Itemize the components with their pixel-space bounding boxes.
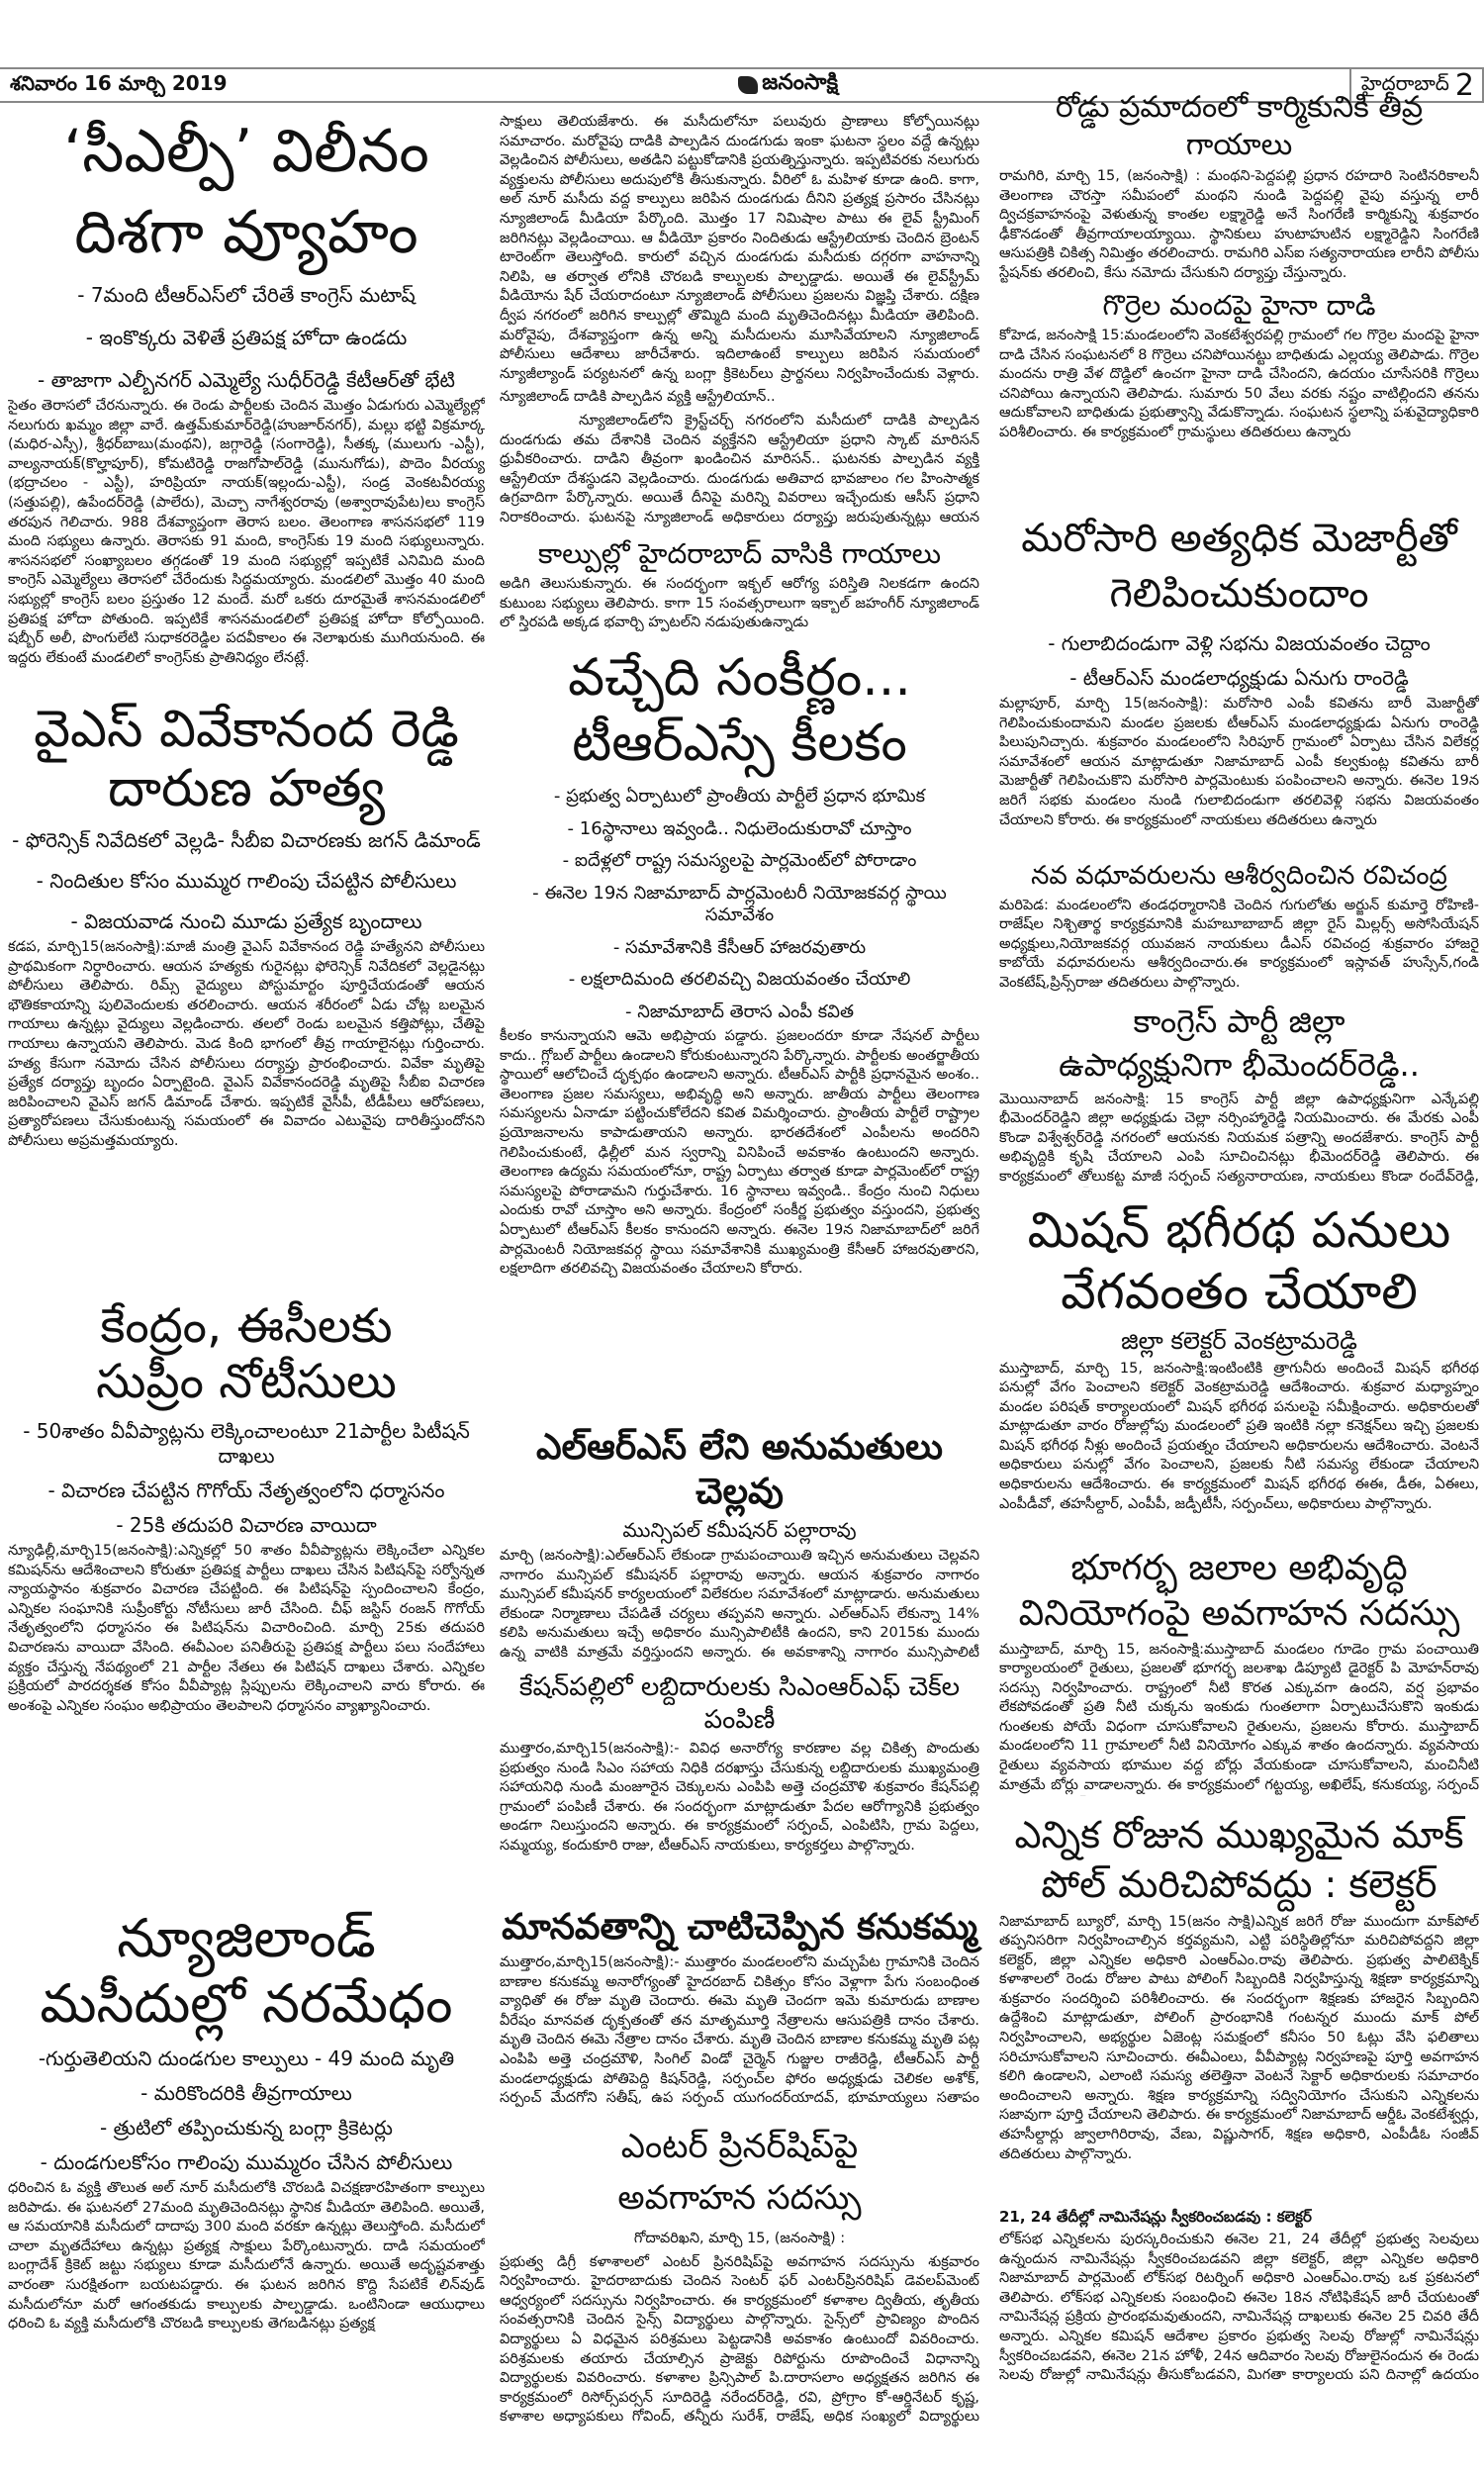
subheading: - త్రుటిలో తప్పించుకున్న బంగ్లా క్రికెటర్లు	[100, 2116, 393, 2140]
page-number: 2	[1454, 67, 1474, 103]
subheading: - ఈనెల 19న నిజామాబాద్ పార్లమెంటరీ నియోజకవర్గ స్థాయి సమావేశం	[532, 882, 947, 925]
subheading: - టీఆర్ఎస్ మండలాధ్యక్షుడు ఏనుగు రాంరెడ్డి	[1069, 666, 1409, 690]
headline	[999, 1810, 1479, 1909]
article-body: న్యూఢిల్లీ,మార్చి15(జనంసాక్షి):ఎన్నికల్లో 50 శాతం వీవీప్యాట్లను లెక్కించేలా ఎన్నికల కమిషన్‌ను ఆదేశించాలని కోరుతూ ప్రతిపక్ష పార్టీలు దాఖలు చేసిన పిటిషన్‌పై సర్వోన్నత న్యాయస్థానం శుక్రవారం విచారణ చేపట్టింది. ఈ పిటిషన్‌పై స్పందించాలని కేంద్రం, ఎన్నికల సంఘానికి సుప్రీంకోర్టు నోటీసులు జారీ చేసింది. చీఫ్ జస్టిస్ రంజన్ గొగోయ్ నేతృత్వంలోని ధర్మాసనం ఈ పిటిషన్‌ను విచారించింది. మార్చి 25కు తదుపరి విచారణను వాయిదా వేసింది. ఈవీఎంల పనితీరుపై ప్రతిపక్ష పార్టీలు పలు సందేహాలు వ్యక్తం చేస్తున్న నేపథ్యంలో 21 పార్టీల నేతలు ఈ పిటిషన్ దాఖలు చేశారు. ఎన్నికల ప్రక్రియలో పారదర్శకత కోసం వీవీప్యాట్ల స్లిప్పులను లెక్కించాలని వారు కోరారు. ఈ అంశంపై ఎన్నికల సంఘం అభిప్రాయం తెలపాలని ధర్మాసనం వ్యాఖ్యానించారు.	[8, 1543, 485, 1714]
subheading: - లక్షలాదిమంది తరలివచ్చి విజయవంతం చేయాలి	[568, 969, 911, 990]
subheading: - ఫోరెన్సిక్ నివేదికలో వెల్లడి- సీబీఐ విచారణకు జగన్ డిమాండ్	[12, 828, 481, 852]
headline: ఎల్ఆర్ఎస్ లేని అనుమతులు చెల్లవు	[536, 1427, 943, 1512]
article-body: న్యూజిలాండ్‌లోని క్రైస్ట్‌చర్చ్ నగరంలోని మసీదులో దాడికి పాల్పడిన దుండగుడు తమ దేశానికి చెందిన వ్యక్తేనని ఆస్ట్రేలియా ప్రధాని స్కాట్ మారిసన్ ధ్రువీకరించారు. దాడిని తీవ్రంగా ఖండించిన మారిసన్.. ఘటనకు పాల్పడిన వ్యక్తి ఆస్ట్రేలియా దేశస్థుడని వెల్లడించారు. దుండగుడు అతివాద భావజాలం గల హింసాత్మక ఉగ్రవాదిగా పేర్కొన్నారు. అయితే దీనిపై మరిన్ని వివరాలు ఇచ్చేందుకు ఆసీస్ ప్రధాని నిరాకరించారు. ఘటనపై న్యూజిలాండ్ అధికారులు దర్యాప్తు జరుపుతున్నట్లు ఆయన	[500, 413, 979, 525]
headline: కేషన్‌పల్లిలో లబ్దిదారులకు సిఎంఆర్ఎఫ్ చెక్‌ల పంపిణీ	[518, 1672, 961, 1735]
article-body: అడిగి తెలుసుకున్నారు. ఈ సందర్భంగా ఇక్బల్ ఆరోగ్య పరిస్తితి నిలకడగా ఉందని కుటుంబ సభ్యులు తెలిపారు. కాగా 15 సంవత్సరాలుగా ఇక్బాల్ జహంగీర్ న్యూజిలాండ్ లో స్తిరపడి అక్కడ భవార్చి హ్పటల్‌ని నడుపుతుఉన్నాడు	[500, 576, 979, 631]
subheading: - 25కి తదుపరి విచారణ వాయిదా	[116, 1513, 377, 1537]
article-body: మార్చి (జనంసాక్షి):ఎల్ఆర్ఎస్ లేకుండా గ్రామపంచాయితి ఇచ్చిన అనుమతులు చెల్లవని నాగారం మున్సిపల్ కమీషనర్ పల్లారావు అన్నారు. ఆయన శుక్రవారం నాగారం మున్సిపల్ కమీషనర్ కార్యలయంలో విలేకరుల సమావేశంలో మాట్లాడారు. అనుమతులు లేకుండా నిర్మాణాలు చేపడితే చర్యలు తప్పవని అన్నారు. ఎల్ఆర్ఎస్ లేకున్నా 14% కలిపి అనుమతులు ఇచ్చే అధికారం మున్సిపాలిటీకి ఉందని, కాని 2015కు ముందు ఉన్న వాటికి మాత్రమే వర్తిస్తుందని అన్నారు. ఈ అవకాశాన్ని నాగారం మున్సిపాలిటీ	[500, 1548, 979, 1661]
headline-line: పోల్ మరిచిపోవద్దు : కలెక్టర్	[1041, 1861, 1438, 1906]
subheading: - 50శాతం వీవీప్యాట్లను లెక్కించాలంటూ 21పార్టీల పిటీషన్ దాఖలు	[23, 1419, 470, 1468]
article-body: సైతం తెరాసలో చేరనున్నారు. ఈ రెండు పార్టీలకు చెందిన మొత్తం ఏడుగురు ఎమ్మెల్యేల్లో నలుగురు ఖమ్మం జిల్లా వారే. ఉత్తమ్‌కుమార్‌రెడ్డి(హుజూర్‌నగర్), మల్లు భట్టి విక్రమార్క (మధిర-ఎస్సీ), శ్రీధర్‌బాబు(మంథని), జగ్గారెడ్డి (సంగారెడ్డి), సీతక్క (ములుగు -ఎస్టీ), వాల్యనాయక్‌(కొల్హాపూర్), కోమటిరెడ్డి రాజగోపాల్‌రెడ్డి (మునుగోడు), పొదెం వీరయ్య (భద్రాచలం - ఎస్టీ), హరిప్రియా నాయక్‌(ఇల్లందు-ఎస్టీ), సండ్ర వెంకటవీరయ్య (సత్తుపల్లి), ఉపేందర్‌రెడ్డి (పాలేరు), మెచ్చా నాగేశ్వరరావు (అశ్వారావుపేట)లు కాంగ్రెస్ తరపున గెలిచారు. 988 దేశవ్యాప్తంగా తెరాస బలం. తెలంగాణ శాసనసభలో 119 మంది సభ్యులు ఉన్నారు. తెరాసకు 91 మంది, కాంగ్రెస్‌కు 19 మంది సభ్యులున్నారు. శాసనసభలో సంఖ్యాబలం తగ్గడంతో 19 మంది సభ్యుల్లో ఇప్పటికే ఎనిమిది మంది కాంగ్రెస్ ఎమ్మెల్యేలు తెరాసలో చేరేందుకు సిద్ధమయ్యారు. మండలిలో మొత్తం 40 మంది సభ్యుల్లో కాంగ్రెస్ బలం ప్రస్తుతం 12 మందే. మరో ఒకరు దూరమైతే శాసనమండలిలో ప్రతిపక్ష హోదా పోతుంది. ఇప్పటికే శాసనమండలిలో ప్రతిపక్ష హోదా కోల్పోయింది. షబ్బీర్ అలీ, పొంగులేటి సుధాకరరెడ్డిల పదవీకాలం ఈ నెలాఖరుకు ముగియనుంది. ఈ ఇద్దరు లేకుంటే మండలిలో కాంగ్రెస్‌కు ప్రాతినిధ్యం లేనట్లే.	[8, 398, 485, 666]
headline-line: అవగాహన సదస్సు	[617, 2178, 862, 2218]
subheading: - సమావేశానికి కేసీఆర్ హాజరవుతారు	[612, 936, 867, 958]
headline	[999, 511, 1479, 621]
headline-line: వినియోగంపై అవగాహన సదస్సు	[1018, 1592, 1460, 1634]
article-body: రామగిరి, మార్చి 15, (జనంసాక్షి) : మంథని-పెద్దపల్లి ప్రధాన రహదారి సెంటినరికాలనీ తెలంగాణ చౌరస్తా సమీపంలో మంథని నుండి పెద్దపల్లి వైపు వస్తున్న లారీ ద్విచక్రవాహనంపై వెళుతున్న కాంతల లక్ష్మారెడ్డి అనే సింగరేణి కార్మికున్ని శుక్రవారం ఢీకొనడంతో తీవ్రగాయాలయ్యాయి. స్థానికులు హుటాహుటిన లక్ష్మారెడ్డిని సింగరేణి ఆసుపత్రికి చికిత్స నిమిత్తం తరలించారు. రామగిరి ఎస్ఐ సత్యనారాయణ లారీని పోలీసు స్టేషన్‌కు తరలించి, కేసు నమోదు చేసుకుని దర్యాప్తు చేస్తున్నారు.	[999, 168, 1479, 281]
article-body: ముత్తారం,మార్చి15(జనంసాక్షి):- ముత్తారం మండలంలోని మచ్చుపేట గ్రామానికి చెందిన బాణాల కనుకమ్మ అనారోగ్యంతో హైదరబాద్ చికిత్సం కోసం వెళ్లాగా పేగు సంబంధింత వ్యాధితో ఈ రోజు మృతి చెందారు. ఈమె మృతి చెందగా ఇమె కుమారుడు బాణాల వీరేషం మానవత దృక్పతంతో తన మాతృమూర్తి నేత్రాలను ఆసుపత్రికి దానం చేశారు. మృతి చెందిన ఈమె నేత్రాల దానం చేశారు. మృతి చెందిన బాణాల కనుకమ్మ మృతి పట్ల ఎంపిపి అత్తె చంద్రమౌళి, సింగిల్ విండో చైర్మెన్ గుజ్జుల రాజీరెడ్డి, టీఆర్ఎస్ పార్టీ మండలాధ్యక్షుడు పోతిపెద్ది కిషన్‌రెడ్డి, సర్పంచ్‌ల ఫోరం అధ్యక్షుడు చెలికల అశోక్, సర్పంచ్ మేదగోని సతీష్, ఉప సర్పంచ్ యుగందర్‌యాదవ్, భూమాయ్యలు సతాపం	[500, 1954, 979, 2107]
subheading: - తాజాగా ఎల్బీనగర్ ఎమ్మెల్యే సుధీర్‌రెడ్డి కేటీఆర్‌తో భేటి	[38, 368, 455, 392]
headline	[8, 1298, 485, 1409]
article-body: నిజామాబాద్ బ్యూరో, మార్చి 15(జనం సాక్షి)ఎన్నిక జరిగే రోజు ముందుగా మాక్‌పోల్ తప్పనిసరిగా నిర్వహించాల్సిన కర్తవ్యమని, ఎట్టి పరిస్థితిల్లోనూ మరిచిపోవద్దని జిల్లా కలెక్టర్, జిల్లా ఎన్నికల అధికారి ఎంఆర్ఎం.రావు తెలిపారు. ప్రభుత్వ పాలిటెక్నిక్ కళాశాలలో రెండు రోజుల పాటు పోలింగ్ సిబ్బందికి నిర్వహిస్తున్న శిక్షణా కార్యక్రమాన్ని శుక్రవారం సందర్శించి పరిశీలించారు. ఈ సందర్భంగా శిక్షణకు హాజరైన సిబ్బందిని ఉద్దేశించి మాట్లాడుతూ, పోలింగ్ ప్రారంభానికి గంటన్నర ముందు మాక్ పోల్ నిర్వహించాలని, అభ్యర్థుల ఏజెంట్ల సమక్షంలో కనీసం 50 ఓట్లు వేసి ఫలితాలు సరిచూసుకోవాలని సూచించారు. ఈవీఎంలు, వీవీప్యాట్ల నిర్వహణపై పూర్తి అవగాహన కలిగి ఉండాలని, ఎలాంటి సమస్య తలెత్తినా వెంటనే సెక్టార్ అధికారులకు సమాచారం అందించాలని అన్నారు. శిక్షణ కార్యక్రమాన్ని సద్వినియోగం చేసుకుని ఎన్నికలను సజావుగా పూర్తి చేయాలని తెలిపారు. ఈ కార్యక్రమంలో నిజామాబాద్ ఆర్డీఓ వెంకటేశ్వర్లు, తహసీల్దార్లు జ్వాలాగిరిరావు, వేణు, విష్ణుసాగర్, శిక్షణ అధికారి, ఎంపీడీఓ సంజీవ్ తదితరులు పాల్గొన్నారు.	[999, 1913, 1479, 2162]
article-body: ముస్తాబాద్, మార్చి 15, జనంసాక్షి:ముస్తాబాద్ మండలం గూడెం గ్రామ పంచాయితి కార్యాలయంలో రైతులు, ప్రజలతో భూగర్భ జలశాఖ డిప్యూటి డైరెక్టర్ పి మోహన్‌రావు సదస్సు నిర్వహించారు. రాష్ట్రంలో నీటి కొరత ఎక్కువగా ఉందని, వర్ష ప్రభావం లేకపోవడంతో ప్రతి నీటి చుక్కను ఇంకుడు గుంతలాగా ఏర్పాటుచేసుకొని ఇంకుడు గుంతలకు పోయే విధంగా చూసుకోవాలని రైతులను, ప్రజలను కోరారు. ముస్తాబాద్ మండలంలోని 11 గ్రామాలలో నీటి వినియోగం ఎక్కువ శాతం ఉందన్నారు. వ్యవసాయ రైతులు వ్యవసాయ భూముల వద్ద బోర్లు వేయకుండా చూసుకోవాలని, మంచినీటి మాత్రమే బోర్లు వాడాలన్నారు. ఈ కార్యక్రమంలో గట్టయ్య, అఖిలేష్, కనుకయ్య, సర్పంచ్	[999, 1641, 1479, 1793]
headline-line: కాంగ్రెస్ పార్టీ జిల్లా	[1133, 1001, 1345, 1040]
subheading: - దుండగులకోసం గాలింపు ముమ్మరం చేసిన పోలీసులు	[40, 2150, 453, 2174]
article-body: సాక్షులు తెలియజేశారు. ఈ మసీదులోనూ పలువురు ప్రాణాలు కోల్పోయినట్లు సమాచారం. మరోవైపు దాడికి పాల్పడిన దుండగుడు ఇంకా ఘటనా స్థలం వద్దే ఉన్నట్లు వెల్లడించిన పోలీసులు, అతడిని పట్టుకోడానికి ప్రయత్నిస్తున్నారు. ఇప్పటివరకు నలుగురు వ్యక్తులను పోలీసులు అదుపులోకి తీసుకున్నారు. వీరిలో ఓ మహిళ కూడా ఉంది. కాగా, అల్ నూర్ మసీదు వద్ద కాల్పులు జరిపిన దుండగుడు దీనిని ప్రత్యక్ష ప్రసారం చేసినట్లు న్యూజిలాండ్ మీడియా పేర్కొంది. మొత్తం 17 నిమిషాల పాటు ఈ లైవ్ స్ట్రీమింగ్ జరిగినట్లు వెల్లడించాయి. ఆ వీడియో ప్రకారం నిందితుడు ఆస్ట్రేలియాకు చెందిన బ్రెంటన్ టారెంట్‌గా తెలుస్తోంది. కారులో వచ్చిన దుండగుడు మసీదుకు దగ్గరగా వాహనాన్ని నిలిపి, ఆ తర్వాత లోనికి చొరబడి కాల్పులకు పాల్పడ్డాడు. అయితే ఈ లైవ్‌స్ట్రీమ్ వీడియోను షేర్ చేయరాదంటూ న్యూజిలాండ్ పోలీసులు ప్రజలను విజ్ఞప్తి చేశారు. దక్షిణ ద్వీప నగరంలో జరిగిన కాల్పుల్లో తొమ్మిది మంది మృతిచెందినట్లు మీడియా తెలిపింది. మరోవైపు, దేశవ్యాప్తంగా ఉన్న అన్ని మసీదులను మూసివేయాలని న్యూజిలాండ్ పోలీసులు ఆదేశాలు జారీచేశారు. ఇదిలాఉంటే కాల్పులు జరిపిన సమయంలో న్యూజీల్యాండ్ పర్యటనలో ఉన్న బంగ్లా క్రికెటర్‌లు ప్రార్థనలు నిర్వహించేందుకు వెళ్లారు.	[500, 114, 979, 382]
logo-text: జనంసాక్షి	[762, 70, 839, 95]
subheading: -గుర్తుతెలియని దుండగుల కాల్పులు - 49 మంది మృతి	[38, 2047, 455, 2070]
article-body: మల్లాపూర్, మార్చి 15(జనంసాక్షి): మరోసారి ఎంపీ కవితను బారీ మెజార్టీతో గెలిపించుకుందామని మండల ప్రజలకు టీఆర్ఎస్ మండలాధ్యక్షుడు ఏనుగు రాంరెడ్డి పిలుపునిచ్చారు. శుక్రవారం మండలంలోని సిరిపూర్ గ్రామంలో ఏర్పాటు చేసిన విలేకర్ల సమావేశంలో ఆయన మాట్లాడుతూ నిజామాబాద్ ఎంపీ కల్వకుంట్ల కవితను బారీ మెజార్టీతో గెలిపించుకొని మరోసారి పార్లమెంటుకు పంపించాలని అన్నారు. ఈనెల 19న జరిగే సభకు మండలం నుండి గులాబిదండుగా తరలివెళ్లి సభను విజయవంతం చేయాలని కోరారు. ఈ కార్యక్రమంలో నాయకులు తదితరులు ఉన్నారు	[999, 696, 1479, 828]
headline-line: కేంద్రం, ఈసీలకు	[100, 1298, 393, 1354]
headline-line: వైఎస్ వివేకానంద రెడ్డి	[34, 700, 459, 759]
headline	[999, 1000, 1479, 1087]
headline-line: టీఆర్ఎస్సే కీలకం	[572, 714, 907, 773]
article-body: ప్రభుత్వ డిగ్రీ కళాశాలలో ఎంటర్ ప్రినరిషిప్‌పై అవగాహన సదస్సును శుక్రవారం నిర్వహించారు. హైదరాబాదుకు చెందిన సెంటర్ ఫర్ ఎంటర్‌ప్రినరిషిప్ డెవలప్‌మెంట్ ఆధ్వర్యంలో సదస్సును నిర్వహించారు. ఈ కార్యక్రమంలో కళాశాల ద్వితీయ, తృతీయ సంవత్సరానికి చెందిన సైన్స్ విద్యార్థులు పాల్గొన్నారు. సైన్స్‌లో ప్రావిణ్యం పొందిన విద్యార్థులు ఏ విధమైన పరిశ్రమలు పెట్టడానికి అవకాశం ఉంటుందో వివరించారు. పరిశ్రమలకు తయారు చేయాల్సిన ప్రాజెక్టు రిపోర్టును రూపొందించే విధానాన్ని విద్యార్థులకు వివరించారు. కళాశాల ప్రిన్సిపాల్ పి.దారాసలాం అధ్యక్షతన జరిగిన ఈ కార్యక్రమంలో రిసోర్స్‌పర్సన్ సూదిరెడ్డి నరేందర్‌రెడ్డి, రవి, ప్రోగ్రాం కో-ఆర్డినేటర్ కృష్ణ, కళాశాల అధ్యాపకులు గోవింద్, తన్నీరు సురేశ్, రాజేష్, అధిక సంఖ్యలో విద్యార్థులు	[500, 2253, 979, 2426]
column-middle	[500, 0, 979, 2427]
column-right	[999, 0, 1479, 2386]
headline-line: వేగవంతం చేయాలి	[1061, 1262, 1418, 1320]
headline-line: దారుణ హత్య	[107, 759, 386, 818]
headline	[999, 1199, 1479, 1322]
headline-line: మరోసారి అత్యధిక మెజార్టీతో	[1021, 516, 1457, 561]
subheading: - 7మంది టీఆర్ఎస్‌లో చేరితే కాంగ్రెస్ మటాష్	[77, 283, 416, 307]
headline	[8, 1906, 485, 2037]
subheading: - 16స్థానాలు ఇవ్వండి.. నిధులెందుకురావో చూస్తాం	[567, 817, 912, 839]
headline-line: ‘సీఎల్పీ’ విలీనం	[63, 117, 429, 186]
subheading: - విజయవాడ నుంచి మూడు ప్రత్యేక బృందాలు	[70, 909, 422, 933]
article-body: ముస్తాబాద్, మార్చి 15, జనంసాక్షి:ఇంటింటికి త్రాగునీరు అందించే మిషన్ భగీరథ పనుల్లో వేగం పెంచాలని కలెక్టర్ వెంకట్రామరెడ్డి ఆదేశించారు. శుక్రవార మధ్యాహ్నం మండల పరిషత్ కార్యాలయంలో మిషన్ భగీరథ పనులపై సమీక్షించారు. అధికారులతో మాట్లాడుతూ వారం రోజుల్లోపు మండలంలో ప్రతి ఇంటికి నల్లా కనెక్షన్‌లు ఇచ్చి ప్రజలకు మిషన్ భగీరథ నీళ్లు అందించే ప్రయత్నం చేయాలని అధికారులను ఆదేశించారు. వెంటనే అధికారులు పనుల్లో వేగం పెంచాలని, ప్రజలకు నీటి సమస్య లేకుండా చేయాలని అధికారులను ఆదేశించారు. ఈ కార్యక్రమంలో మిషన్ భగీరథ ఈఈ, డీఈ, ఏఈలు, ఎంపీడీవో, తహసీల్దార్, ఎంపీపీ, జడ్పీటీసీ, సర్పంచ్‌లు, అధికారులు పాల్గొన్నారు.	[999, 1360, 1479, 1512]
article-body: మరిపెడ: మండలంలోని తండధర్మారానికి చెందిన గుగులోతు అర్జున్ కుమార్తె రోహిణి-రాజేష్‌ల నిశ్చితార్థ కార్యక్రమానికి మహబూబాబాద్ జిల్లా రైస్ మిల్లర్స్ అసోసియేషన్ అధ్యక్షులు,నియోజకవర్గ యువజన నాయకులు డీఎస్ రవిచంద్ర శుక్రవారం హాజరై కాబోయే వధూవరులను ఆశీర్వదించారు.ఈ కార్యక్రమంలో ఇస్లావత్ హుస్సేన్,గండి వెంకటేష్,ప్రిన్స్‌రాజు తదితరులు పాల్గొన్నారు.	[999, 897, 1479, 991]
issue-date: శనివారం 16 మార్చి 2019	[10, 70, 228, 95]
headline: గొర్రెల మందపై హైనా దాడి	[1102, 289, 1376, 322]
headline-line: దిశగా వ్యూహం	[74, 198, 418, 267]
subheading: - విచారణ చేపట్టిన గొగోయ్ నేతృత్వంలోని ధర్మాసనం	[47, 1478, 445, 1502]
headline-line: ఎంటర్ ప్రినర్‌షిప్‌పై	[620, 2127, 859, 2166]
headline	[500, 645, 979, 776]
subheading: - ఐదేళ్లలో రాష్ట్ర సమస్యలపై పార్లమెంట్‌లో పోరాడాం	[562, 850, 917, 871]
article-body: లోక్‌సభ ఎన్నికలను పురస్కరించుకుని ఈనెల 21, 24 తేదీల్లో ప్రభుత్వ సెలవులు ఉన్నందున నామినేషన్లు స్వీకరించబడవని జిల్లా కలెక్టర్, జిల్లా ఎన్నికల అధికారి నిజామాబాద్ పార్లమెంట్ లోక్‌సభ రిటర్నింగ్ అధికారి ఎంఆర్ఎం.రావు ఒక ప్రకటనలో తెలిపారు. లోక్‌సభ ఎన్నికలకు సంబంధించి ఈనెల 18న నోటిఫికేషన్ జారీ చేయటంతో నామినేషన్ల ప్రక్రియ ప్రారంభమవుతుందని, నామినేషన్ల దాఖలుకు ఈనెల 25 చివరి తేదీ అన్నారు. ఎన్నికల కమిషన్ ఆదేశాల ప్రకారం ప్రభుత్వ సెలవు రోజుల్లో నామినేషన్లు స్వీకరించబడవని, ఈనెల 21న హోళీ, 24న ఆదివారం సెలవు రోజులైనందున ఈ రెండు సెలవు రోజుల్లో నామినేషన్లు తీసుకోబడవని, మిగతా కార్యాలయ పని దినాల్లో ఉదయం	[999, 2232, 1479, 2384]
subheading: - ప్రభుత్వ ఏర్పాటులో ప్రాంతీయ పార్టీలే ప్రధాన భూమిక	[553, 786, 926, 807]
headline-line: సుప్రీం నోటీసులు	[96, 1354, 397, 1409]
subheading: జిల్లా కలెక్టర్ వెంకట్రామరెడ్డి	[1121, 1326, 1357, 1355]
headline-line: మిషన్ భగీరథ పనులు	[1027, 1200, 1451, 1259]
article-body: ముత్తారం,మార్చి15(జనంసాక్షి):- వివిధ అనారోగ్య కారణాల వల్ల చికిత్స పొందుతు ప్రభుత్వం నుండి సిఎం సహాయ నిధికి దరఖాస్తు చేసుకున్న లబ్దిదారులకు ముఖ్యమంత్రి సహాయనిధి నుండి మంజూరైన చెక్కులను ఎంపిపి అత్తె చంద్రమౌళి శుక్రవారం కేషన్‌పల్లి గ్రామంలో పంపిణీ చేశారు. ఈ సందర్భంగా మాట్లాడుతూ పేదల ఆరోగ్యానికి ప్రభుత్వం అండగా నిలుస్తుందని అన్నారు. ఈ కార్యక్రమంలో సర్పంచ్, ఎంపిటిసి, గ్రామ పెద్దలు, సమ్మయ్య, కందుకూరి రాజు, టీఆర్ఎస్ నాయకులు, కార్యకర్తలు పాల్గొన్నారు.	[500, 1741, 979, 1854]
dateline: గోదావరిఖని, మార్చి 15, (జనంసాక్షి) :	[633, 2231, 846, 2246]
headline-line: మసీదుల్లో నరమేధం	[40, 1972, 453, 2035]
headline: కాల్పుల్లో హైదరాబాద్ వాసికి గాయాలు	[537, 537, 942, 570]
headline	[500, 2121, 979, 2224]
headline-line: భూగర్భ జలాల అభివృద్ధి	[1070, 1547, 1408, 1588]
article-body: కీలకం కానున్నాయని ఆమె అభిప్రాయ పడ్డారు. ప్రజలందరూ కూడా నేషనల్ పార్టీలు కాదు.. గ్లోబల్ పార్టీలు ఉండాలని కోరుకుంటున్నారని పేర్కొన్నారు. పార్టీలకు అంతర్జాతీయ స్థాయిలో ఆలోచించే దృక్పథం ఉండాలని అన్నారు. టీఆర్ఎస్ పార్టీకి ప్రధానమైన అంశం.. తెలంగాణ ప్రజల సమస్యలు, అభివృద్ధి అని అన్నారు. జాతీయ పార్టీలు తెలంగాణ సమస్యలను ఏనాడూ పట్టించుకోలేదని కవిత విమర్శించారు. ప్రాంతీయ పార్టీలే రాష్ట్రాల ప్రయోజనాలను కాపాడుతాయని అన్నారు. భారతదేశంలో ఎంపీలను అందరిని గెలిపించుకుంటే, ఢిల్లీలో మన స్వరాన్ని వినిపించే అవకాశం ఉంటుందని అన్నారు. తెలంగాణ ఉద్యమ సమయంలోనూ, రాష్ట్ర ఏర్పాటు తర్వాత కూడా పార్లమెంట్‌లో రాష్ట్ర సమస్యలపై పోరాడామని గుర్తుచేశారు. 16 స్థానాలు ఇవ్వండి.. కేంద్రం నుంచి నిధులు ఎందుకు రావో చూస్తాం అని అన్నారు. కేంద్రంలో సంకీర్ణ ప్రభుత్వం వస్తుందని, ప్రభుత్వ ఏర్పాటులో టీఆర్ఎస్ కీలకం కానుందని అన్నారు. ఈనెల 19న నిజామాబాద్‌లో జరిగే పార్లమెంటరీ నియోజకవర్గ స్థాయి సమావేశానికి ముఖ్యమంత్రి కేసీఆర్ హాజరవుతారని, లక్షలాదిగా తరలివచ్చి విజయవంతం చేయాలని కోరారు.	[500, 1028, 979, 1278]
headline	[999, 1546, 1479, 1637]
subheading: - నిందితుల కోసం ముమ్మర గాలింపు చేపట్టిన పోలీసులు	[36, 869, 457, 893]
article-body: కడప, మార్చి15(జనంసాక్షి):మాజీ మంత్రి వైఎస్ వివేకానంద రెడ్డి హత్యేనని పోలీసులు ప్రాథమికంగా నిర్ధారించారు. ఆయన హత్యకు గురైనట్లు ఫోరెన్సిక్ నివేదికలో వెల్లడైనట్లు పోలీసులు తెలిపారు. రిమ్స్ వైద్యులు పోస్టుమార్టం పూర్తిచేయడంతో ఆయన భౌతికకాయాన్ని పులివెందులకు తరలించారు. ఆయన శరీరంలో ఏడు చోట్ల బలమైన గాయాలు ఉన్నట్లు వైద్యులు వెల్లడించారు. తలలో రెండు బలమైన కత్తిపోట్లు, చేతిపై గాయాలు ఉన్నాయని తెలిపారు. మెడ కింది భాగంలో తీవ్ర గాయాలైనట్లు గుర్తించారు. హత్య కేసుగా నమోదు చేసిన పోలీసులు దర్యాప్తు ప్రారంభించారు. వివేకా మృతిపై ప్రత్యేక దర్యాప్తు బృందం ఏర్పాటైంది. వైఎస్ వివేకానందరెడ్డి మృతిపై సీబీఐ విచారణ జరిపించాలని వైఎస్ జగన్ డిమాండ్ చేశారు. ఇప్పటికే వైసీపీ, టీడీపీలు ఆరోపణలు, ప్రత్యారోపణలు చేసుకుంటున్న సమయంలో ఈ వివాదం ఎటువైపు దారితీస్తుందోనని పోలీసులు అప్రమత్తమయ్యారు.	[8, 939, 485, 1149]
headline-line: ఎన్నిక రోజున ముఖ్యమైన మాక్	[1014, 1812, 1464, 1856]
subheading: - నిజామాబాద్ తెరాస ఎంపీ కవిత	[625, 1000, 854, 1022]
headline: మానవతాన్ని చాటిచెప్పిన కనుకమ్మ	[502, 1907, 977, 1948]
headline	[8, 700, 485, 818]
headline: నవ వధూవరులను ఆశీర్వదించిన రవిచంద్ర	[1031, 861, 1447, 891]
headline-line: వచ్చేది సంకీర్ణం...	[568, 648, 911, 708]
headline-line: ఉపాధ్యక్షునిగా భీమెందర్‌రెడ్డి..	[1059, 1045, 1420, 1084]
headline-line: న్యూజిలాండ్	[117, 1907, 376, 1969]
subheading: మున్సిపల్ కమీషనర్ పల్లారావు	[622, 1518, 857, 1542]
article-body: మొయినాబాద్ జనంసాక్షి: 15 కాంగ్రెస్ పార్టీ జిల్లా ఉపాధ్యక్షునిగా ఎన్కేపల్లి భీమెందర్‌రెడ్డిని జిల్లా అధ్యక్షుడు చెల్లా నర్సింహ్మారెడ్డి నియమించారు. ఈ మేరకు ఎంపీ కొండా విశ్వేశ్వర్‌రెడ్డి నగరంలో ఆయనకు నియమక పత్రాన్ని అందజేశారు. కాంగ్రెస్ పార్టీ అభివృద్దికి కృషి చేయాలని ఎంపి సూచించినట్లు భీమెందర్‌రెడ్డి తెలిపారు. ఈ కార్యక్రమంలో తోలుకట్ట మాజీ సర్పంచ్ సత్యనారాయణ, నాయకులు కొండా రందేవ్‌రెడ్డి,	[999, 1091, 1479, 1185]
article-subline: న్యూజిలాండ్ దాడికి పాల్పడిన వ్యక్తి ఆస్ట్రేలియాన్..	[500, 389, 776, 405]
section-name: హైదరాబాద్	[1360, 70, 1449, 95]
column-left	[8, 0, 485, 2334]
article-body: ధరించిన ఓ వ్యక్తి తొలుత అల్ నూర్ మసీదులోకి చొరబడి విచక్షణారహితంగా కాల్పులు జరిపాడు. ఈ ఘటనలో 27మంది మృతిచెందినట్లు స్థానిక మీడియా తెలిపింది. అయితే, ఆ సమయానికి మసీదులో దాదాపు 300 మంది వరకూ ఉన్నట్లు తెలుస్తోంది. మసీదులో చాలా మృతదేహాలు ఉన్నట్లు ప్రత్యక్ష సాక్షులు పేర్కొంటున్నారు. దాడి సమయంలో బంగ్లాదేశ్ క్రికెట్ జట్టు సభ్యులు కూడా మసీదులోనే ఉన్నారు. అయితే అదృష్టవశాత్తు వారంతా సురక్షితంగా బయటపడ్డారు. ఈ ఘటన జరిగిన కొద్ది సేపటికే లిన్‌వుడ్ మసీదులోనూ మరో ఆగంతకుడు కాల్పులకు పాల్పడ్డాడు. ఒంటినిండా ఆయుధాలు ధరించి ఓ వ్యక్తి మసీదులోకి చొరబడి కాల్పులకు తెగబడినట్లు ప్రత్యక్ష	[8, 2180, 485, 2332]
subheading: - ఇంకొక్కరు వెళితే ప్రతిపక్ష హోదా ఉండదు	[85, 326, 408, 349]
bold-subheading: 21, 24 తేదీల్లో నామినేషన్లు స్వీకరించబడవు : కలెక్టర్	[999, 2207, 1312, 2226]
subheading: - మరికొందరికి తీవ్రగాయాలు	[140, 2081, 352, 2105]
subheading: - గులాబిదండుగా వెళ్లి సభను విజయవంతం చెద్దాం	[1048, 631, 1431, 655]
article-body: కోహెడ, జనంసాక్షి 15:మండలంలోని వెంకటేశ్వరపల్లి గ్రామంలో గల గొర్రెల మందపై హైనా దాడి చేసిన సంఘటనలో 8 గొర్రెలు చనిపోయినట్టు బాధితుడు ఎల్లయ్య తెలిపాడు. గొర్రెల మందను రాత్రి వేళ దొడ్డిలో ఉంచగా హైనా దాడి చేసిందని, ఉదయం చూసేసరికి గొర్రెలు చనిపోయి ఉన్నాయని తెలిపాడు. సుమారు 50 వేలు వరకు నష్టం వాటిల్లిందని తనను ఆదుకోవాలని బాధితుడు ప్రభుత్వాన్ని వేడుకొన్నాడు. సంఘటన స్థలాన్ని పశువైద్యాధికారి పరిశీలించారు. ఈ కార్యక్రమంలో గ్రామస్థులు తదితరులు ఉన్నారు	[999, 328, 1479, 440]
headline	[8, 111, 485, 273]
headline: రోడ్డు ప్రమాదంలో కార్మికునికి తీవ్ర గాయాలు	[1055, 90, 1424, 162]
headline-line: గెలిపించుకుందాం	[1109, 571, 1369, 617]
